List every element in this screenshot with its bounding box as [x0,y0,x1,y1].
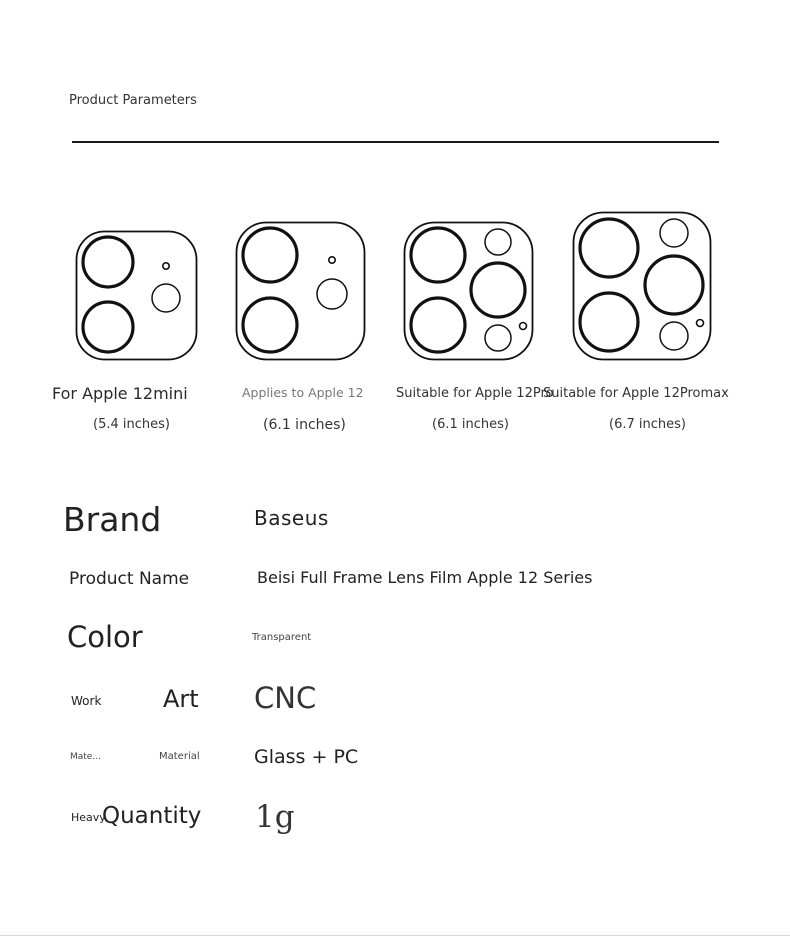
product-name-label: Product Name [69,569,190,589]
bottom-divider [0,935,790,936]
color-label: Color [67,620,143,654]
material-value: Glass + PC [254,746,359,768]
work-art-value: CNC [254,681,317,715]
camera-12mini-icon [75,230,199,362]
brand-label: Brand [63,500,162,539]
section-title: Product Parameters [69,93,197,108]
model-caption-12: Applies to Apple 12 [242,385,364,400]
model-size-12: (6.1 inches) [263,417,346,433]
color-value: Transparent [252,632,312,643]
work-label: Work [71,694,102,708]
quantity-value: 1g [255,799,295,835]
heavy-label: Heavy [71,811,106,824]
product-name-value: Beisi Full Frame Lens Film Apple 12 Series [257,568,593,587]
material-small-label: Mate... [70,752,101,762]
model-caption-12promax: Suitable for Apple 12Promax [543,386,729,401]
model-size-12promax: (6.7 inches) [609,417,686,432]
model-caption-12mini: For Apple 12mini [52,384,188,403]
model-caption-12pro: Suitable for Apple 12Pro [396,386,554,401]
art-label: Art [163,685,199,713]
material-label: Material [159,751,200,762]
camera-12promax-icon [572,211,713,362]
camera-12-icon [235,221,367,362]
brand-value: Baseus [254,506,329,530]
title-divider [72,141,719,143]
model-size-12pro: (6.1 inches) [432,417,509,432]
model-size-12mini: (5.4 inches) [93,417,170,432]
camera-12pro-icon [403,221,535,362]
quantity-label: Quantity [102,803,202,829]
